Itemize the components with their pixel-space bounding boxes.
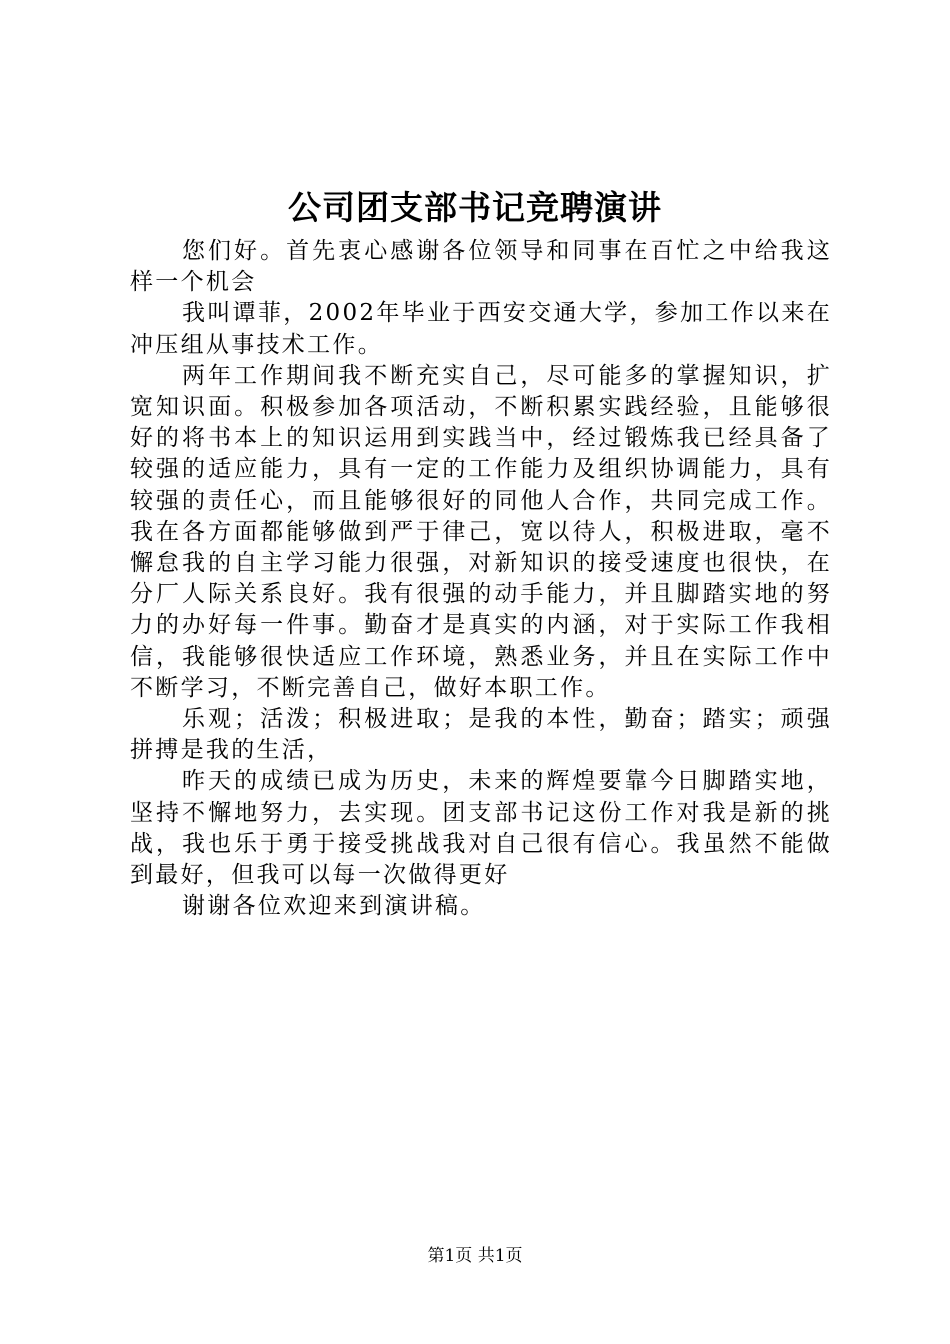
paragraph-work-experience: 两年工作期间我不断充实自己，尽可能多的掌握知识，扩宽知识面。积极参加各项活动，不断积累实践经验，且能够很好的将书本上的知识运用到实践当中，经过锻炼我已经具备了较强的适应能力，具有一定的工作能力及组织协调能力，具有较强的责任心，而且能够很好的同他人合作，共同完成工作。我在各方面都能够做到严于律己，宽以待人，积极进取，毫不懈怠我的自主学习能力很强，对新知识的接受速度也很快，在分厂人际关系良好。我有很强的动手能力，并且脚踏实地的努力的办好每一件事。勤奋才是真实的内涵，对于实际工作我相信，我能够很快适应工作环境，熟悉业务，并且在实际工作中不断学习，不断完善自己，做好本职工作。 — [130, 362, 832, 701]
paragraph-greeting: 您们好。首先衷心感谢各位领导和同事在百忙之中给我这样一个机会 — [130, 238, 832, 296]
document-title: 公司团支部书记竞聘演讲 — [288, 188, 662, 227]
paragraph-closing: 谢谢各位欢迎来到演讲稿。 — [182, 893, 486, 920]
paragraph-character: 乐观；活泼；积极进取；是我的本性，勤奋；踏实；顽强拼搏是我的生活， — [130, 706, 832, 764]
paragraph-introduction: 我叫谭菲，2002年毕业于西安交通大学，参加工作以来在冲压组从事技术工作。 — [130, 300, 832, 358]
page-number-footer: 第1页 共1页 — [427, 1246, 523, 1266]
paragraph-future: 昨天的成绩已成为历史，未来的辉煌要靠今日脚踏实地，坚持不懈地努力，去实现。团支部书记这份工作对我是新的挑战，我也乐于勇于接受挑战我对自己很有信心。我虽然不能做到最好，但我可以每一次做得更好 — [130, 768, 832, 889]
document-body — [130, 236, 832, 922]
